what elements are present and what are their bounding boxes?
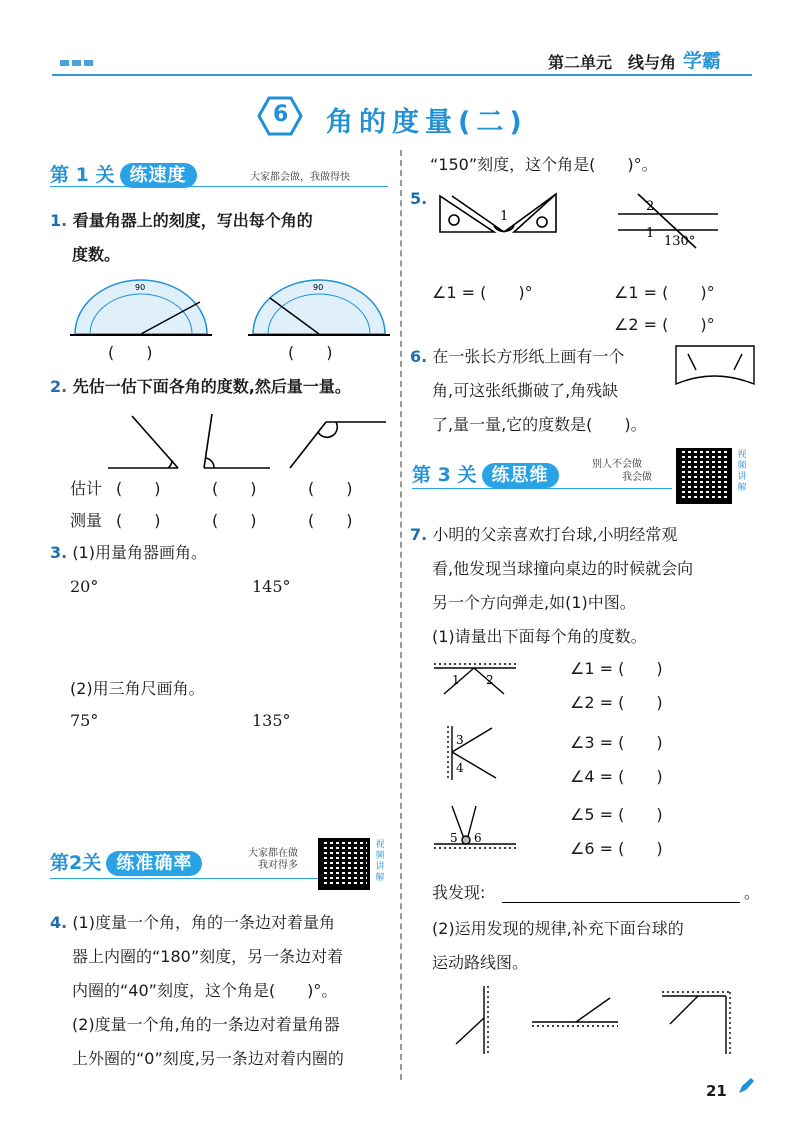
q7-billiard-figures: [430, 660, 530, 860]
svg-text:130°: 130°: [664, 234, 696, 249]
q1-line2: 度数。: [72, 245, 121, 264]
section-1-header: [50, 160, 197, 187]
section-3-video-label: 视频讲解: [737, 450, 747, 493]
q7-route-figures: [450, 984, 750, 1058]
q4-line5: 上外圈的“0”刻度,另一条边对着内圈的: [72, 1049, 344, 1068]
q4-line6: “150”刻度，这个角是( )°。: [430, 155, 658, 174]
q7-angle-1[interactable]: ∠1 = ( ): [570, 659, 663, 678]
svg-text:3: 3: [456, 733, 464, 747]
q7-part2-line2: 运动路线图。: [432, 953, 529, 972]
svg-text:2: 2: [646, 199, 655, 214]
section-3-pill: 练思维: [482, 463, 559, 488]
section-1-underline: [50, 186, 388, 187]
svg-text:1: 1: [452, 673, 460, 687]
q7-find-label: 我发现:: [432, 883, 486, 902]
q7-part2-line1: (2)运用发现的规律,补充下面台球的: [432, 919, 684, 938]
brand-logo: 学霸: [683, 50, 722, 72]
section-3-note1: 别人不会做: [592, 459, 642, 470]
q4-text1: (1)度量一个角，角的一条边对着量角: [72, 913, 335, 932]
section-1-number: 第 1 关: [50, 164, 115, 186]
q2-number: 2.: [50, 377, 68, 396]
section-3-note: [592, 458, 652, 484]
q6-line1: [410, 342, 624, 372]
section-2-note2: 我对得多: [258, 860, 298, 871]
q1-text1: 看量角器上的刻度，写出每个角的: [72, 211, 313, 230]
svg-text:4: 4: [456, 761, 464, 775]
svg-text:90: 90: [135, 283, 146, 292]
section-3-header: [412, 460, 559, 487]
q6-line2: 角,可这张纸撕破了,角残缺: [432, 381, 619, 400]
q2-text: 先估一估下面各角的度数,然后量一量。: [72, 377, 351, 396]
qr-code-video[interactable]: [318, 838, 370, 890]
q2-measure-label: 测量: [70, 511, 103, 530]
q3-line1: [50, 538, 207, 568]
q2-estimate-row: [70, 474, 102, 504]
section-2-underline: [50, 878, 320, 879]
unit-title: 第二单元 线与角: [548, 53, 677, 72]
q7-number: 7.: [410, 525, 428, 544]
q2-line: [50, 372, 351, 402]
q4-line2: 器上内圈的“180”刻度，另一条边对着: [72, 947, 344, 966]
q5-answer-3[interactable]: ∠2 = ( )°: [614, 315, 715, 334]
q7-line3: 另一个方向弹走,如(1)中图。: [432, 593, 636, 612]
header-rule: [52, 74, 752, 76]
svg-text:2: 2: [486, 673, 494, 687]
q2-estimate-blank-2[interactable]: ( ): [212, 479, 257, 498]
q5-figures: [438, 190, 738, 250]
svg-text:90: 90: [313, 283, 324, 292]
protractor-b: [248, 280, 390, 335]
q1-blank-a[interactable]: ( ): [108, 343, 153, 362]
lesson-number: 6: [273, 102, 289, 127]
q1-blank-b[interactable]: ( ): [288, 343, 333, 362]
section-1-pill: 练速度: [120, 163, 197, 188]
q3-angle-20: 20°: [70, 577, 99, 596]
q1-number: 1.: [50, 211, 68, 230]
q3-angle-75: 75°: [70, 711, 99, 730]
q7-angle-2[interactable]: ∠2 = ( ): [570, 693, 663, 712]
q7-part1: (1)请量出下面每个角的度数。: [432, 627, 647, 646]
q7-angle-5[interactable]: ∠5 = ( ): [570, 805, 663, 824]
section-3-note2: 我会做: [622, 472, 652, 483]
q3-number: 3.: [50, 543, 68, 562]
page-number: 21: [706, 1082, 727, 1100]
q7-angle-3[interactable]: ∠3 = ( ): [570, 733, 663, 752]
q1-protractors: [70, 280, 390, 340]
section-2-video-label: 视频讲解: [375, 840, 385, 883]
qr-code-video-2[interactable]: [676, 448, 732, 504]
q5-answer-1[interactable]: ∠1 = ( )°: [432, 283, 533, 302]
q1-line1: [50, 206, 313, 236]
q2-measure-blank-2[interactable]: ( ): [212, 511, 257, 530]
q4-line4: (2)度量一个角,角的一条边对着量角器: [72, 1015, 340, 1034]
section-2-number: 第2关: [50, 852, 102, 874]
q3-part2: (2)用三角尺画角。: [70, 679, 205, 698]
q7-find-end: 。: [744, 883, 761, 902]
q2-estimate-label: 估计: [70, 479, 103, 498]
q4-number: 4.: [50, 913, 68, 932]
q7-line1: [410, 520, 677, 550]
section-2-pill: 练准确率: [106, 851, 202, 876]
q4-line1: [50, 908, 335, 938]
section-2-note: [248, 848, 298, 872]
q2-estimate-blank-3[interactable]: ( ): [308, 479, 353, 498]
q6-line3: 了,量一量,它的度数是( )。: [432, 415, 647, 434]
q7-find-blank[interactable]: [502, 902, 740, 903]
q7-angle-6[interactable]: ∠6 = ( ): [570, 839, 663, 858]
svg-text:1: 1: [500, 209, 509, 224]
section-2-header: [50, 848, 202, 875]
q2-angles: [100, 410, 390, 472]
q2-measure-blank-3[interactable]: ( ): [308, 511, 353, 530]
q6-text1: 在一张长方形纸上画有一个: [432, 347, 625, 366]
section-3-underline: [412, 488, 672, 489]
section-2-note1: 大家都在做: [248, 848, 298, 859]
q7-line2: 看,他发现当球撞向桌边的时候就会向: [432, 559, 694, 578]
q3-angle-145: 145°: [252, 577, 291, 596]
q2-estimate-blank-1[interactable]: ( ): [116, 479, 161, 498]
pencil-icon: [736, 1076, 756, 1096]
q3-angle-135: 135°: [252, 711, 291, 730]
section-3-number: 第 3 关: [412, 464, 477, 486]
q5-answer-2[interactable]: ∠1 = ( )°: [614, 283, 715, 302]
q6-number: 6.: [410, 347, 428, 366]
header-decoration: [60, 60, 94, 66]
q7-angle-4[interactable]: ∠4 = ( ): [570, 767, 663, 786]
section-1-note: 大家都会做，我做得快: [250, 172, 350, 183]
q5-number: 5.: [410, 189, 428, 208]
q3-part1: (1)用量角器画角。: [72, 543, 207, 562]
protractor-a: [70, 280, 212, 335]
column-divider: [400, 150, 402, 1080]
svg-text:6: 6: [474, 831, 482, 845]
q4-line3: 内圈的“40”刻度，这个角是( )°。: [72, 981, 338, 1000]
q6-torn-paper: [674, 344, 756, 390]
q2-measure-blank-1[interactable]: ( ): [116, 511, 161, 530]
page-title: 角的度量(二): [326, 107, 528, 138]
svg-text:1: 1: [646, 226, 655, 241]
svg-text:5: 5: [450, 831, 458, 845]
q7-text1: 小明的父亲喜欢打台球,小明经常观: [432, 525, 678, 544]
